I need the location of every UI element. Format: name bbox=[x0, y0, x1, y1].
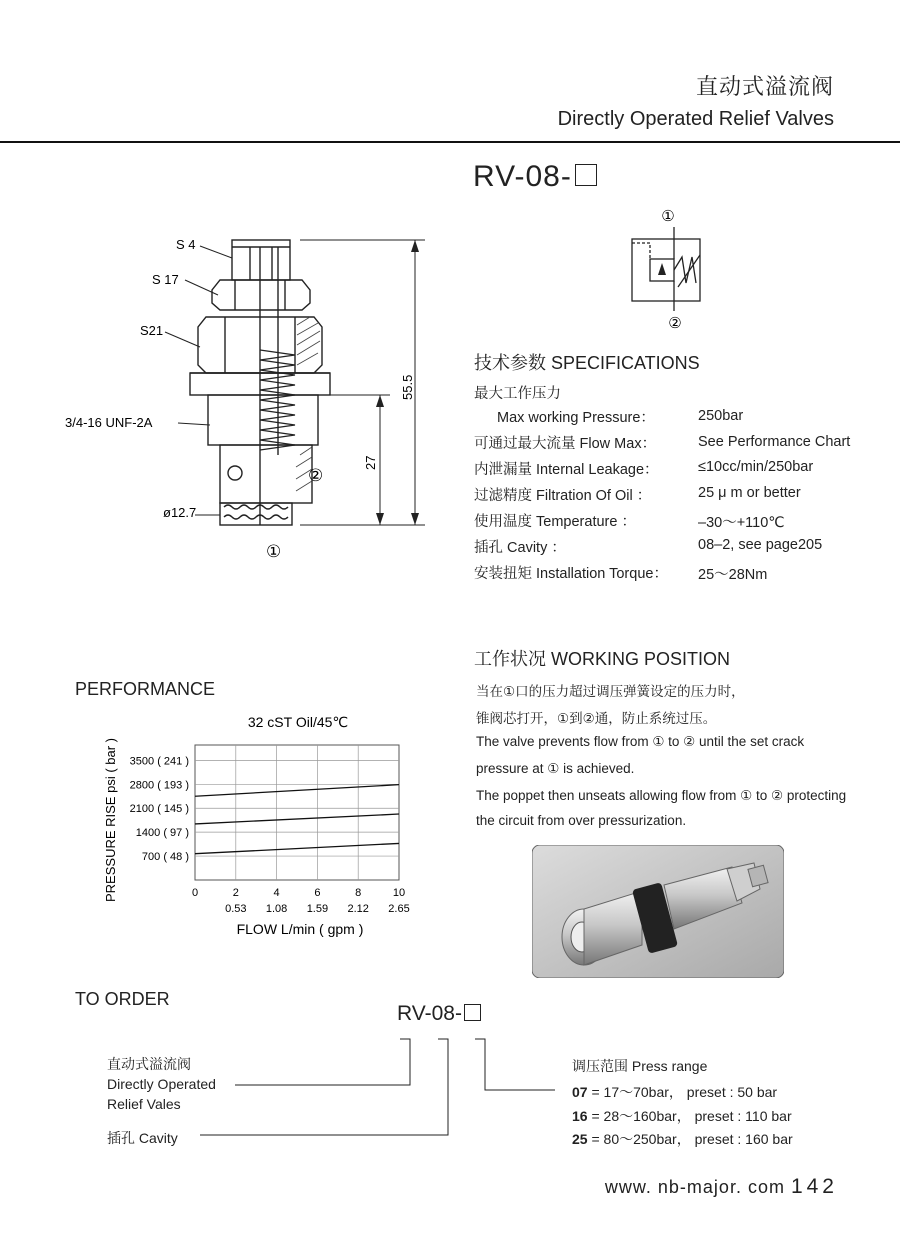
chart-x-tick-label: 8 bbox=[355, 887, 362, 899]
label-length-total: 55.5 bbox=[400, 374, 415, 400]
chart-frame bbox=[195, 745, 399, 880]
chart-ylabel: PRESSURE RISE psi ( bar ) bbox=[103, 738, 118, 902]
chart-x-tick-label-secondary: 1.59 bbox=[306, 903, 329, 915]
chart-series-line bbox=[195, 785, 399, 797]
working-position-line: The valve prevents flow from ① to ② until the set crack bbox=[476, 734, 805, 749]
header-divider bbox=[0, 141, 900, 143]
label-diameter: ø12.7 bbox=[163, 505, 197, 520]
chart-x-tick-label: 6 bbox=[314, 887, 321, 899]
chart-y-tick-label: 3500 ( 241 ) bbox=[129, 755, 189, 768]
chart-grid bbox=[195, 745, 399, 880]
chart-series bbox=[195, 785, 399, 854]
working-position-line: 锥阀芯打开，①到②通，防止系统过压。 bbox=[476, 711, 717, 726]
press-range-row: 25 = 80～250bar， preset : 160 bar bbox=[572, 1131, 793, 1147]
hydraulic-symbol bbox=[620, 205, 715, 335]
performance-title: PERFORMANCE bbox=[75, 679, 216, 699]
spec-label: 过滤精度 Filtration Of Oil ： bbox=[474, 488, 652, 504]
order-cavity: 插孔 Cavity bbox=[107, 1130, 178, 1146]
chart-y-tick-label: 2100 ( 145 ) bbox=[129, 803, 189, 816]
working-position-line: 当在①口的压力超过调压弹簧设定的压力时， bbox=[476, 684, 745, 699]
chart-y-tick-label: 1400 ( 97 ) bbox=[135, 827, 189, 840]
footer-site: www. nb-major. com bbox=[604, 1177, 785, 1197]
chart-y-tick-label: 2800 ( 193 ) bbox=[129, 779, 189, 792]
label-thread: 3/4-16 UNF-2A bbox=[65, 415, 153, 430]
specifications-title: 技术参数 SPECIFICATIONS bbox=[474, 353, 700, 373]
symbol-port-2: ② bbox=[668, 315, 682, 332]
spec-value: ≤10cc/min/250bar bbox=[698, 459, 814, 475]
order-leader-lines bbox=[190, 1035, 590, 1145]
model-code: RV-08- bbox=[473, 160, 597, 194]
spec-value: 250bar bbox=[698, 408, 744, 424]
header-title-en: Directly Operated Relief Valves bbox=[557, 108, 834, 130]
spec-value: 08–2, see page205 bbox=[698, 537, 823, 553]
chart-x-tick-label-secondary: 2.12 bbox=[347, 903, 369, 915]
spec-label: 最大工作压力 bbox=[474, 386, 561, 402]
spec-label: 插孔 Cavity ： bbox=[474, 540, 566, 556]
spec-label: 内泄漏量 Internal Leakage： bbox=[474, 462, 659, 478]
footer bbox=[605, 1175, 838, 1199]
chart-series-line bbox=[195, 814, 399, 824]
chart-xlabel: FLOW L/min ( gpm ) bbox=[236, 921, 364, 937]
chart-series-line bbox=[195, 843, 399, 853]
working-position-title: 工作状况 WORKING POSITION bbox=[474, 649, 731, 669]
spec-value: 25 μ m or better bbox=[698, 485, 801, 501]
performance-chart bbox=[95, 705, 425, 950]
page-number: 142 bbox=[790, 1175, 838, 1198]
working-position-line: the circuit from over pressurization. bbox=[476, 813, 687, 828]
chart-x-tick-label: 4 bbox=[273, 887, 280, 899]
drawing-port-1: ① bbox=[266, 542, 282, 561]
spec-value: See Performance Chart bbox=[698, 434, 851, 450]
order-model-code: RV-08- bbox=[397, 1002, 481, 1026]
press-range-title: 调压范围 Press range bbox=[572, 1058, 708, 1074]
spec-label: Max working Pressure： bbox=[497, 410, 655, 426]
label-s17: S 17 bbox=[152, 272, 179, 287]
order-type-cn: 直动式溢流阀 bbox=[107, 1056, 191, 1072]
chart-x-tick-label-secondary: 1.08 bbox=[265, 903, 288, 915]
header-title-cn: 直动式溢流阀 bbox=[695, 74, 834, 99]
spec-value: –30～+110℃ bbox=[698, 515, 785, 531]
spec-label: 安装扭矩 Installation Torque： bbox=[474, 566, 668, 582]
working-position-line: The poppet then unseats allowing flow from ① to ② protecting bbox=[476, 788, 847, 803]
label-s4: S 4 bbox=[176, 237, 196, 252]
chart-x-tick-label: 2 bbox=[232, 887, 239, 899]
spec-label: 使用温度 Temperature ： bbox=[474, 514, 636, 530]
chart-x-tick-label-secondary: 2.65 bbox=[388, 903, 410, 915]
chart-x-tick-label-secondary: 0.53 bbox=[225, 903, 247, 915]
valve-drawing bbox=[60, 225, 440, 570]
spec-label: 可通过最大流量 Flow Max： bbox=[474, 436, 657, 452]
adjust-screw bbox=[232, 240, 290, 280]
label-s21: S21 bbox=[140, 323, 164, 338]
chart-x-tick-label: 0 bbox=[191, 887, 199, 899]
chart-x-tick-label: 10 bbox=[392, 887, 406, 899]
chart-x-ticks bbox=[192, 887, 410, 915]
chart-title: 32 cST Oil/45℃ bbox=[247, 714, 349, 730]
order-option-box bbox=[464, 1004, 481, 1021]
working-position-line: pressure at ① is achieved. bbox=[476, 761, 635, 776]
order-type-en: Directly Operated bbox=[107, 1076, 216, 1092]
label-length-body: 27 bbox=[363, 455, 378, 470]
product-photo bbox=[532, 845, 784, 978]
order-type-en: Relief Vales bbox=[107, 1096, 181, 1112]
press-range-row: 07 = 17～70bar， preset : 50 bar bbox=[572, 1084, 778, 1100]
option-box bbox=[575, 164, 597, 186]
spec-value: 25～28Nm bbox=[698, 567, 768, 583]
chart-y-tick-label: 700 ( 48 ) bbox=[141, 851, 189, 864]
lock-nut bbox=[212, 280, 310, 310]
press-range-row: 16 = 28～160bar， preset : 110 bar bbox=[572, 1108, 792, 1124]
symbol-port-1: ① bbox=[661, 208, 675, 225]
drawing-port-2: ② bbox=[308, 466, 324, 485]
order-title: TO ORDER bbox=[75, 989, 170, 1009]
chart-y-ticks bbox=[130, 755, 189, 863]
